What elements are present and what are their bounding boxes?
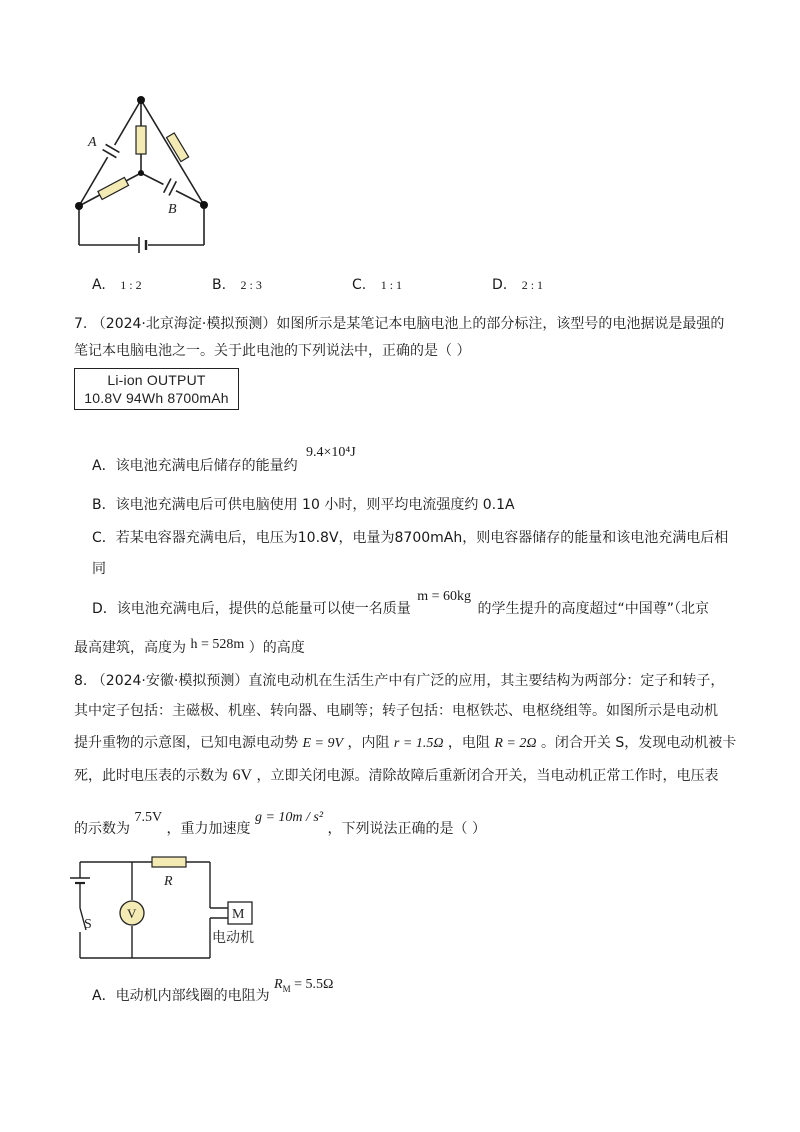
capacitor-a [101, 141, 122, 161]
q8-option-a[interactable]: A．电动机内部线圈的电阻为 $R^M = 5.5\Omega$ [92, 977, 334, 1004]
q6-option-a[interactable]: A. 1 : 2 [92, 277, 142, 293]
mass-value: m = 60kg [417, 589, 472, 604]
q6-option-b[interactable]: B. 2 : 3 [212, 277, 262, 293]
resistor-r [152, 857, 186, 867]
q8-stem-line3: 提升重物的示意图，已知电源电动势 E = 9V ，内阻 r = 1.5Ω ，电阻 R = 2Ω 。闭合开关 S，发现电动机被卡 [74, 735, 737, 751]
q7-option-d-line2: 最高建筑，高度为 h = 528m ）的高度 [74, 637, 305, 656]
battery-label-line1: Li-ion OUTPUT [107, 372, 206, 388]
label-a: A [88, 135, 97, 150]
resistor-label: R [164, 874, 173, 889]
q7-stem-line2: 笔记本电脑电池之一。关于此电池的下列说法中，正确的是（ ） [74, 343, 471, 359]
motor-caption: 电动机 [212, 930, 254, 946]
q8-stem-line4: 死，此时电压表的示数为 6V ，立即关闭电源。清除故障后重新闭合开关，当电动机正常工作时，电压表 [74, 767, 719, 784]
q6-option-c[interactable]: C. 1 : 1 [352, 277, 403, 293]
q8-stem-line5: 的示数为 7.5V ，重力加速度 g = 10m / s² ，下列说法正确的是（ ） [74, 810, 486, 837]
triangle-circuit-figure [60, 88, 230, 263]
battery-label-line2: 10.8V 94Wh 8700mAh [84, 390, 229, 406]
q8-stem-line1: 8. （2024·安徽·模拟预测）直流电动机在生活生产中有广泛的应用，其主要结构为两部分：定子和转子， [74, 673, 725, 689]
motor-label: M [232, 907, 245, 922]
resistor-lower-left [98, 177, 129, 199]
q7-option-c-line2: 同 [92, 561, 106, 577]
q7-option-b[interactable]: B．该电池充满电后可供电脑使用 10 小时，则平均电流强度约 0.1A [92, 497, 515, 513]
q8-stem-line2: 其中定子包括：主磁极、机座、转向器、电刷等；转子包括：电枢铁芯、电枢绕组等。如图所示是电动机 [74, 703, 718, 719]
q7-option-a[interactable]: A．该电池充满电后储存的能量约 9.4×10⁴J [92, 445, 356, 474]
height-value: h = 528m [190, 637, 245, 652]
voltmeter-label: V [127, 906, 137, 921]
capacitor-b [160, 177, 180, 198]
battery-label-box [74, 368, 239, 410]
q7-option-c-line1[interactable]: C．若某电容器充满电后，电压为10.8V，电量为8700mAh，则电容器储存的能量和该电池充满电后相 [92, 530, 729, 546]
q7-stem-line1: 7. （2024·北京海淀·模拟预测）如图所示是某笔记本电脑电池上的部分标注，该型号的电池据说是最强的 [74, 316, 725, 332]
q6-option-d[interactable]: D. 2 : 1 [492, 277, 544, 293]
motor-circuit-figure [60, 850, 270, 965]
resistor-middle [136, 126, 146, 154]
energy-value: 9.4×10⁴J [306, 445, 356, 460]
label-b: B [168, 202, 177, 217]
switch-label: S [84, 917, 92, 932]
q7-option-d-line1[interactable]: D．该电池充满电后，提供的总能量可以使一名质量 m = 60kg 的学生提升的高度超过“中国尊”（北京 [92, 589, 709, 617]
